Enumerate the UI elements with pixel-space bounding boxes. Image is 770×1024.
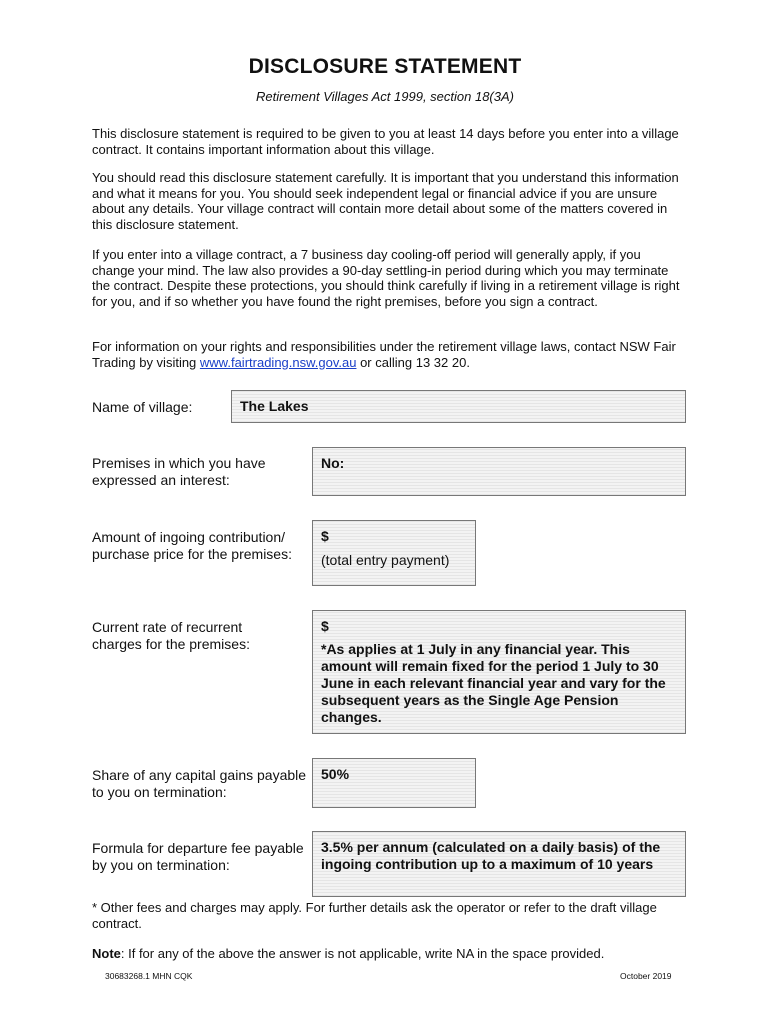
intro-paragraph-2: You should read this disclosure statement carefully. It is important that you understand this information and what it means for you. You should seek independent legal or financial advice if you are unsure about any details. Your village contract will contain more detail about some of the matters covered in this disclosure statement. [92,170,679,232]
ingoing-contribution-label: Amount of ingoing contribution/ purchase price for the premises: [92,529,292,562]
ingoing-contribution-field[interactable] [312,520,476,586]
capital-gains-label: Share of any capital gains payable to you on termination: [92,767,307,800]
recurrent-charges-value: $ [321,618,329,634]
ingoing-contribution-note: (total entry payment) [321,552,450,568]
footer-date: October 2019 [620,971,672,981]
recurrent-charges-label: Current rate of recurrent charges for the premises: [92,619,250,652]
intro-paragraph-4-text: For information on your rights and responsibilities under the retirement village laws, contact NSW Fair Trading by visiting [92,339,676,370]
footer-doc-ref: 30683268.1 MHN CQK [105,971,193,981]
intro-paragraph-4 [92,339,682,370]
ingoing-contribution-value: $ [321,528,329,544]
document-subtitle: Retirement Villages Act 1999, section 18(3A) [256,89,514,104]
note-label: Note [92,946,121,961]
capital-gains-field[interactable] [312,758,476,808]
intro-paragraph-4-tail: or calling 13 32 20. [356,354,470,370]
departure-fee-label: Formula for departure fee payable by you on termination: [92,840,304,873]
premises-value: No: [321,455,345,471]
intro-paragraph-1: This disclosure statement is required to be given to you at least 14 days before you enter into a village contract. It contains important information about this village. [92,126,679,157]
note-text: : If for any of the above the answer is not applicable, write NA in the space provided. [120,946,605,961]
footnote: * Other fees and charges may apply. For further details ask the operator or refer to the draft village contract. [92,900,657,931]
intro-paragraph-3: If you enter into a village contract, a 7 business day cooling-off period will generally apply, if you change your mind. The law also provides a 90-day settling-in period during which you may terminate the contract. Despite these protections, you should think carefully if living in a retirement village is right for you, and if so whether you have found the right premises, before you sign a contract. [92,247,680,309]
document-title: DISCLOSURE STATEMENT [248,55,522,78]
village-name-label: Name of village: [92,399,193,415]
premises-label: Premises in which you have expressed an interest: [92,455,266,488]
note [92,946,604,961]
village-name-field[interactable] [231,390,686,423]
fair-trading-link[interactable]: www.fairtrading.nsw.gov.au [199,354,357,370]
recurrent-charges-note: *As applies at 1 July in any financial year. This amount will remain fixed for the period 1 July to 30 June in each relevant financial year and vary for the subsequent years as the Single Age Pension changes. [321,641,666,725]
recurrent-charges-field[interactable] [312,610,686,734]
departure-fee-field[interactable] [312,831,686,897]
capital-gains-value: 50% [321,766,350,782]
village-name-value: The Lakes [240,398,309,414]
premises-field[interactable] [312,447,686,496]
departure-fee-value: 3.5% per annum (calculated on a daily basis) of the ingoing contribution up to a maximum of 10 years [321,839,661,872]
